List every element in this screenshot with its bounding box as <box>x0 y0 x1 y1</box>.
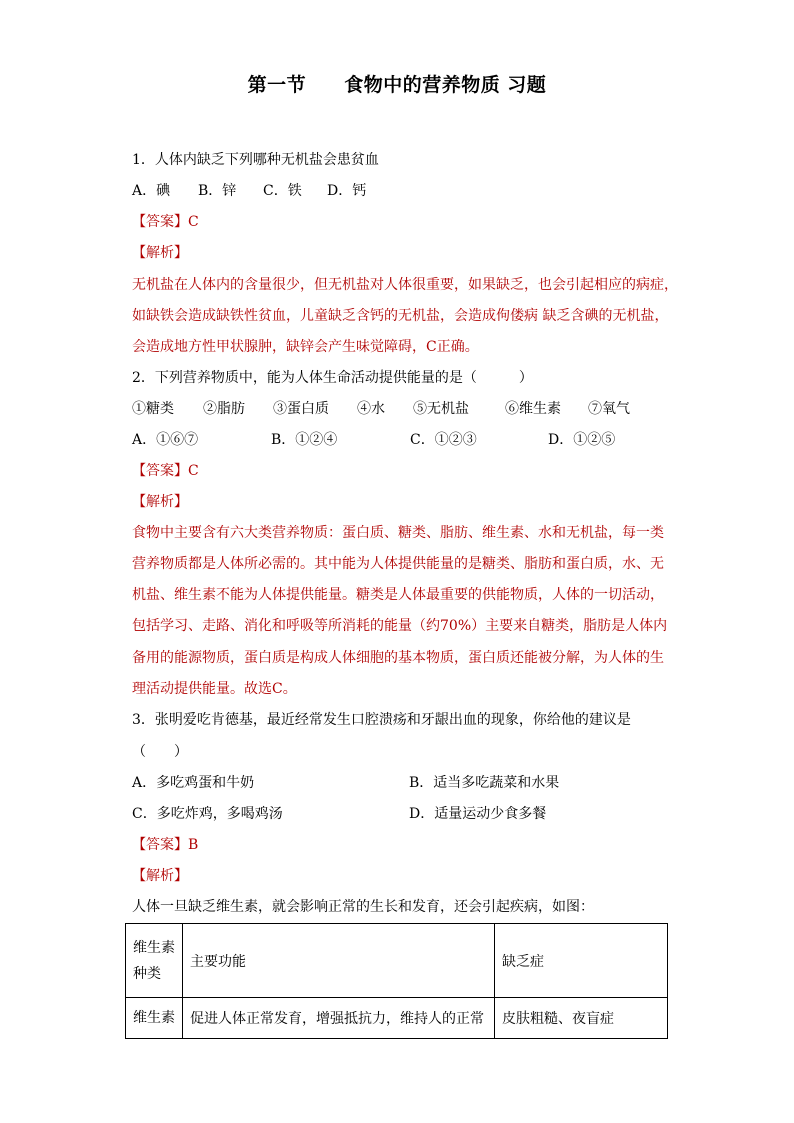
q2-option-b: B．①②④ <box>271 432 338 448</box>
q1-option-a: A．碘 <box>132 183 171 199</box>
q3-bracket: （ ） <box>132 744 188 760</box>
q2-item: ④水 <box>357 401 385 417</box>
page-title <box>0 70 794 97</box>
q3-answer-label: 【答案】 <box>132 837 188 853</box>
q2-stem: 2．下列营养物质中，能为人体生命活动提供能量的是（ ） <box>132 370 533 386</box>
q2-item: ⑥维生素 <box>505 401 561 417</box>
q2-analysis-label: 【解析】 <box>132 494 188 510</box>
q3-stem: 3．张明爱吃肯德基，最近经常发生口腔溃疡和牙龈出血的现象，你给他的建议是 <box>132 712 631 728</box>
title-section: 第一节 <box>247 74 307 96</box>
q2-answer-label: 【答案】 <box>132 463 188 479</box>
q2-item: ⑦氧气 <box>588 401 630 417</box>
q2-analysis-line: 食物中主要含有六大类营养物质：蛋白质、糖类、脂肪、维生素、水和无机盐，每一类 <box>132 525 664 541</box>
q1-analysis-line: 会造成地方性甲状腺肿，缺锌会产生味觉障碍，C正确。 <box>132 339 479 355</box>
q2-analysis-line: 包括学习、走路、消化和呼吸等所消耗的能量（约70%）主要来自糖类，脂肪是人体内 <box>132 618 668 634</box>
q2-options <box>132 430 615 450</box>
q1-answer-value: C <box>188 214 199 230</box>
table-cell: 皮肤粗糙、夜盲症 <box>495 998 668 1039</box>
q3-option-d: D．适量运动少食多餐 <box>409 806 547 822</box>
q1-stem: 1．人体内缺乏下列哪种无机盐会患贫血 <box>132 152 379 168</box>
table-header-cell: 主要功能 <box>183 924 495 998</box>
q1-answer <box>132 212 199 232</box>
q3-answer <box>132 835 198 855</box>
q2-analysis-line: 营养物质都是人体所必需的。其中能为人体提供能量的是糖类、脂肪和蛋白质，水、无 <box>132 556 664 572</box>
q2-item: ②脂肪 <box>203 401 245 417</box>
table-cell: 促进人体正常发育，增强抵抗力，维持人的正常 <box>183 998 495 1039</box>
table-header-cell: 缺乏症 <box>495 924 668 998</box>
q1-option-c: C．铁 <box>263 183 302 199</box>
table-header-kind-line: 维生素 <box>133 939 175 956</box>
q2-option-c: C．①②③ <box>410 432 477 448</box>
q1-option-d: D．钙 <box>327 183 367 199</box>
q2-analysis-line: 理活动提供能量。故选C。 <box>132 681 297 697</box>
q2-option-a: A．①⑥⑦ <box>132 432 199 448</box>
q2-item: ⑤无机盐 <box>413 401 469 417</box>
q3-analysis-label: 【解析】 <box>132 868 188 884</box>
q3-options-row2 <box>132 804 546 824</box>
q2-item: ③蛋白质 <box>273 401 329 417</box>
q1-options <box>132 181 366 201</box>
q3-analysis-line: 人体一旦缺乏维生素，就会影响正常的生长和发育，还会引起疾病，如图： <box>132 899 594 915</box>
q3-option-c: C．多吃炸鸡，多喝鸡汤 <box>132 806 283 822</box>
q2-option-d: D．①②⑤ <box>548 432 616 448</box>
q2-answer <box>132 461 199 481</box>
table-cell: 维生素 <box>126 998 183 1039</box>
q2-answer-value: C <box>188 463 199 479</box>
q3-option-b: B．适当多吃蔬菜和水果 <box>409 775 560 791</box>
q2-items <box>132 399 630 419</box>
q3-options-row1 <box>132 773 559 793</box>
vitamin-table <box>125 923 668 1039</box>
q1-analysis-line: 无机盐在人体内的含量很少，但无机盐对人体很重要，如果缺乏，也会引起相应的病症， <box>132 277 678 293</box>
table-header-cell <box>126 924 183 998</box>
q1-analysis-label: 【解析】 <box>132 245 188 261</box>
q1-analysis-line: 如缺铁会造成缺铁性贫血，儿童缺乏含钙的无机盐，会造成佝偻病 缺乏含碘的无机盐， <box>132 308 669 324</box>
q1-answer-label: 【答案】 <box>132 214 188 230</box>
q2-item: ①糖类 <box>132 401 174 417</box>
table-header-kind-line: 种类 <box>133 965 161 982</box>
q2-analysis-line: 备用的能源物质，蛋白质是构成人体细胞的基本物质，蛋白质还能被分解，为人体的生 <box>132 650 664 666</box>
q1-option-b: B．锌 <box>198 183 237 199</box>
table-row <box>126 998 668 1039</box>
q3-option-a: A．多吃鸡蛋和牛奶 <box>132 775 255 791</box>
q2-analysis-line: 机盐、维生素不能为人体提供能量。糖类是人体最重要的供能物质，人体的一切活动， <box>132 587 664 603</box>
title-text: 食物中的营养物质 习题 <box>344 74 547 96</box>
table-header-row <box>126 924 668 998</box>
q3-answer-value: B <box>188 837 199 853</box>
